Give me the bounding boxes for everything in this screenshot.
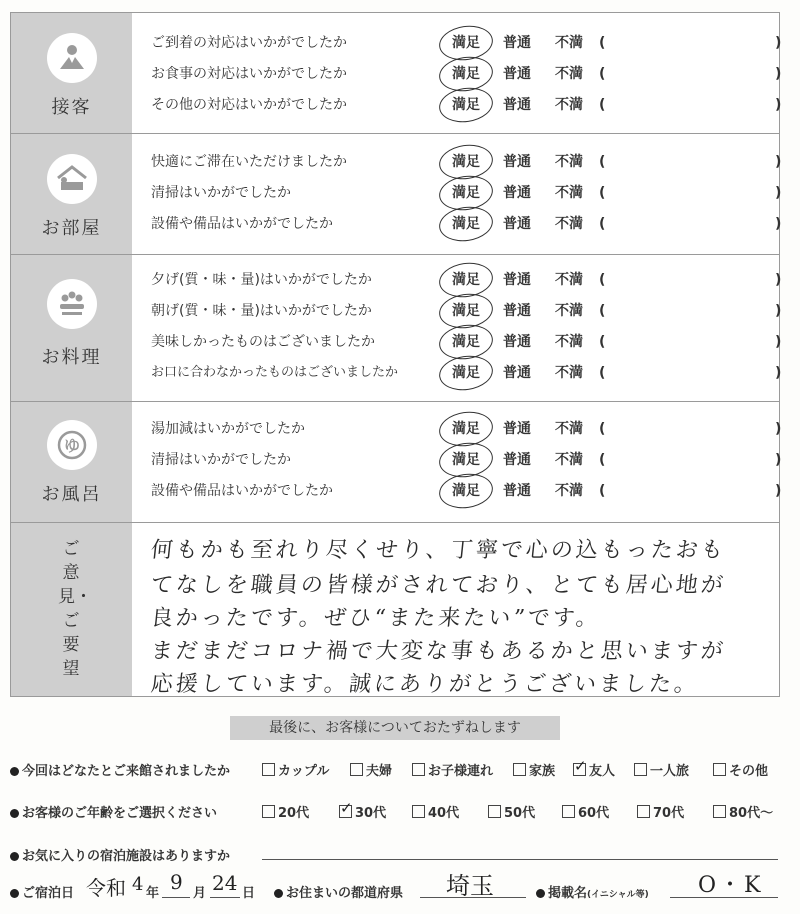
question-row xyxy=(151,447,781,473)
question-text: 湯加減はいかがでしたか xyxy=(151,421,305,437)
checkbox-icon[interactable] xyxy=(513,763,526,776)
section-header xyxy=(11,255,132,401)
publish-name-label xyxy=(536,882,649,901)
option-satisfied[interactable]: 満足 xyxy=(452,154,480,170)
choice-label: 友人 xyxy=(589,764,616,779)
question-text: その他の対応はいかがでしたか xyxy=(151,97,347,113)
stay-day-unit: 日 xyxy=(242,886,256,901)
section-label: お部屋 xyxy=(41,218,102,239)
option-satisfied[interactable]: 満足 xyxy=(452,66,480,82)
option-normal[interactable]: 普通 xyxy=(503,154,531,170)
option-normal[interactable]: 普通 xyxy=(503,185,531,201)
opinion-label: ご意見・ご要望 xyxy=(58,539,92,679)
option-satisfied[interactable]: 満足 xyxy=(452,365,480,381)
question-row xyxy=(151,478,781,504)
host-icon xyxy=(47,33,97,83)
residence-label xyxy=(274,882,403,901)
companion-question xyxy=(10,760,230,779)
stay-month-field[interactable] xyxy=(162,897,190,898)
question-row xyxy=(151,360,781,386)
option-satisfied[interactable]: 満足 xyxy=(452,334,480,350)
bullet-icon xyxy=(10,889,19,898)
comment-paren-open: ( xyxy=(599,97,606,113)
checkbox-icon[interactable] xyxy=(637,805,650,818)
comment-paren-close: ) xyxy=(775,452,782,468)
question-row xyxy=(151,211,781,237)
companion-choice[interactable] xyxy=(713,760,768,779)
option-satisfied[interactable]: 満足 xyxy=(452,452,480,468)
option-dissatisfied[interactable]: 不満 xyxy=(555,66,583,82)
checkbox-icon[interactable] xyxy=(634,763,647,776)
comment-paren-close: ) xyxy=(775,272,782,288)
opinion-header xyxy=(11,523,132,696)
question-text: 設備や備品はいかがでしたか xyxy=(151,483,333,499)
choice-label: 70代 xyxy=(653,806,685,821)
choice-label: 一人旅 xyxy=(650,764,690,779)
age-choice[interactable] xyxy=(713,802,773,821)
checkbox-checked-icon[interactable] xyxy=(573,763,586,776)
question-row xyxy=(151,416,781,442)
option-dissatisfied[interactable]: 不満 xyxy=(555,185,583,201)
section-header xyxy=(11,402,132,522)
stay-month: 9 xyxy=(170,870,183,894)
choice-label: 30代 xyxy=(355,806,387,821)
closing-banner: 最後に、お客様についておたずねします xyxy=(230,716,560,740)
comment-paren-close: ) xyxy=(775,35,782,51)
publish-name-sub: (イニシャル等) xyxy=(587,890,649,900)
choice-label: 40代 xyxy=(428,806,460,821)
checkbox-icon[interactable] xyxy=(713,763,726,776)
checkbox-checked-icon[interactable] xyxy=(339,805,352,818)
comment-paren-close: ) xyxy=(775,66,782,82)
option-satisfied[interactable]: 満足 xyxy=(452,483,480,499)
question-text: 夕げ(質・味・量)はいかがでしたか xyxy=(151,272,372,288)
age-choice[interactable] xyxy=(562,802,609,821)
section-service xyxy=(11,13,782,134)
question-text: お口に合わなかったものはございましたか xyxy=(151,365,399,380)
comment-paren-close: ) xyxy=(775,154,782,170)
option-dissatisfied[interactable]: 不満 xyxy=(555,97,583,113)
question-text: 清掃はいかがでしたか xyxy=(151,452,291,468)
companion-choice[interactable] xyxy=(350,760,392,779)
section-label: お風呂 xyxy=(41,484,102,505)
comment-paren-open: ( xyxy=(599,216,606,232)
comment-paren-open: ( xyxy=(599,66,606,82)
question-row xyxy=(151,61,781,87)
age-choice[interactable] xyxy=(262,802,309,821)
comment-paren-open: ( xyxy=(599,452,606,468)
opinion-line: まだまだコロナ禍で大変な事もあるかと思いますが xyxy=(149,639,728,664)
option-satisfied[interactable]: 満足 xyxy=(452,303,480,319)
section-label: お料理 xyxy=(41,347,102,368)
publish-name-value: O・K xyxy=(698,873,764,898)
stay-date-label-text: ご宿泊日 xyxy=(22,886,75,901)
comment-paren-close: ) xyxy=(775,97,782,113)
choice-label: 20代 xyxy=(278,806,310,821)
comment-paren-open: ( xyxy=(599,365,606,381)
stay-year: 4 xyxy=(132,874,144,895)
question-row xyxy=(151,298,781,324)
checkbox-icon[interactable] xyxy=(350,763,363,776)
comment-paren-close: ) xyxy=(775,334,782,350)
age-question xyxy=(10,802,217,821)
comment-paren-close: ) xyxy=(775,303,782,319)
question-row xyxy=(151,329,781,355)
checkbox-icon[interactable] xyxy=(262,763,275,776)
option-dissatisfied[interactable]: 不満 xyxy=(555,334,583,350)
option-dissatisfied[interactable]: 不満 xyxy=(555,452,583,468)
favorite-answer-field[interactable] xyxy=(262,843,778,860)
room-icon xyxy=(47,154,97,204)
question-text: 快適にご滞在いただけましたか xyxy=(151,154,347,170)
checkbox-icon[interactable] xyxy=(488,805,501,818)
choice-label: 60代 xyxy=(578,806,610,821)
option-dissatisfied[interactable]: 不満 xyxy=(555,216,583,232)
choice-label: その他 xyxy=(729,764,769,779)
choice-label: 80代〜 xyxy=(729,806,774,821)
checkbox-icon[interactable] xyxy=(412,805,425,818)
age-choice[interactable] xyxy=(637,802,684,821)
question-text: 清掃はいかがでしたか xyxy=(151,185,291,201)
question-row xyxy=(151,149,781,175)
stay-year-unit: 年 xyxy=(146,886,160,901)
opinion-line: 良かったです。ぜひ“また来たい”です。 xyxy=(149,606,603,631)
option-satisfied[interactable]: 満足 xyxy=(452,35,480,51)
question-text: 設備や備品はいかがでしたか xyxy=(151,216,333,232)
option-normal[interactable]: 普通 xyxy=(503,483,531,499)
stay-era: 令和 xyxy=(86,876,126,900)
option-normal[interactable]: 普通 xyxy=(503,365,531,381)
checkbox-icon[interactable] xyxy=(713,805,726,818)
choice-label: 50代 xyxy=(504,806,536,821)
option-satisfied[interactable]: 満足 xyxy=(452,272,480,288)
favorite-question-text: お気に入りの宿泊施設はありますか xyxy=(22,849,231,864)
bullet-icon xyxy=(10,809,19,818)
option-dissatisfied[interactable]: 不満 xyxy=(555,35,583,51)
question-row xyxy=(151,92,781,118)
svg-text:ゆ: ゆ xyxy=(63,436,81,455)
age-choice[interactable] xyxy=(488,802,535,821)
age-question-text: お客様のご年齢をご選択ください xyxy=(22,806,218,821)
age-choice[interactable] xyxy=(412,802,459,821)
companion-choice[interactable] xyxy=(573,760,615,779)
bullet-icon xyxy=(10,852,19,861)
checkbox-icon[interactable] xyxy=(562,805,575,818)
checkbox-icon[interactable] xyxy=(262,805,275,818)
comment-paren-close: ) xyxy=(775,216,782,232)
comment-paren-close: ) xyxy=(775,185,782,201)
comment-paren-open: ( xyxy=(599,185,606,201)
option-satisfied[interactable]: 満足 xyxy=(452,185,480,201)
comment-paren-open: ( xyxy=(599,154,606,170)
favorite-question xyxy=(10,845,230,864)
option-satisfied[interactable]: 満足 xyxy=(452,97,480,113)
cuisine-icon xyxy=(47,279,97,329)
option-normal[interactable]: 普通 xyxy=(503,334,531,350)
comment-paren-close: ) xyxy=(775,483,782,499)
question-row xyxy=(151,30,781,56)
comment-paren-close: ) xyxy=(775,365,782,381)
option-dissatisfied[interactable]: 不満 xyxy=(555,365,583,381)
bullet-icon xyxy=(10,767,19,776)
section-room xyxy=(11,134,782,255)
section-header xyxy=(11,13,132,133)
companion-choice[interactable] xyxy=(412,760,493,779)
option-normal[interactable]: 普通 xyxy=(503,303,531,319)
bullet-icon xyxy=(536,889,545,898)
checkbox-icon[interactable] xyxy=(412,763,425,776)
companion-choice[interactable] xyxy=(513,760,555,779)
comment-paren-open: ( xyxy=(599,272,606,288)
option-normal[interactable]: 普通 xyxy=(503,421,531,437)
option-normal[interactable]: 普通 xyxy=(503,216,531,232)
section-cuisine xyxy=(11,255,782,402)
opinion-line: 何もかも至れり尽くせり、丁寧で心の込もったおも xyxy=(149,538,728,563)
stay-day: 24 xyxy=(212,871,238,895)
residence-label-text: お住まいの都道府県 xyxy=(286,886,404,901)
question-text: 美味しかったものはございましたか xyxy=(151,334,375,350)
residence-value: 埼玉 xyxy=(446,872,494,900)
question-row xyxy=(151,267,781,293)
comment-paren-close: ) xyxy=(775,421,782,437)
comment-paren-open: ( xyxy=(599,421,606,437)
option-normal[interactable]: 普通 xyxy=(503,97,531,113)
section-header xyxy=(11,134,132,254)
question-text: お食事の対応はいかがでしたか xyxy=(151,66,347,82)
option-normal[interactable]: 普通 xyxy=(503,272,531,288)
option-normal[interactable]: 普通 xyxy=(503,35,531,51)
comment-paren-open: ( xyxy=(599,35,606,51)
comment-paren-open: ( xyxy=(599,303,606,319)
choice-label: カップル xyxy=(278,764,330,779)
option-dissatisfied[interactable]: 不満 xyxy=(555,154,583,170)
companion-choice[interactable] xyxy=(634,760,689,779)
publish-name-label-text: 掲載名 xyxy=(548,886,588,901)
option-dissatisfied[interactable]: 不満 xyxy=(555,421,583,437)
stay-month-unit: 月 xyxy=(193,886,207,901)
companion-choice[interactable] xyxy=(262,760,329,779)
question-row xyxy=(151,180,781,206)
option-dissatisfied[interactable]: 不満 xyxy=(555,272,583,288)
age-choice[interactable] xyxy=(339,802,386,821)
bath-yu-icon xyxy=(47,420,97,470)
section-bath xyxy=(11,402,782,523)
option-dissatisfied[interactable]: 不満 xyxy=(555,303,583,319)
question-text: 朝げ(質・味・量)はいかがでしたか xyxy=(151,303,372,319)
option-normal[interactable]: 普通 xyxy=(503,66,531,82)
comment-paren-open: ( xyxy=(599,334,606,350)
option-normal[interactable]: 普通 xyxy=(503,452,531,468)
stay-day-field[interactable] xyxy=(210,897,240,898)
choice-label: お子様連れ xyxy=(428,764,494,779)
comment-paren-open: ( xyxy=(599,483,606,499)
option-satisfied[interactable]: 満足 xyxy=(452,216,480,232)
opinion-line: てなしを職員の皆様がされており、とても居心地が xyxy=(149,573,728,598)
section-label: 接客 xyxy=(51,97,92,118)
option-satisfied[interactable]: 満足 xyxy=(452,421,480,437)
companion-question-text: 今回はどなたとご来館されましたか xyxy=(22,764,231,779)
survey-sheet xyxy=(10,12,780,697)
question-text: ご到着の対応はいかがでしたか xyxy=(151,35,347,51)
opinion-line: 応援しています。誠にありがとうございました。 xyxy=(149,672,701,697)
choice-label: 家族 xyxy=(529,764,556,779)
stay-date-label xyxy=(10,882,74,901)
choice-label: 夫婦 xyxy=(366,764,393,779)
bullet-icon xyxy=(274,889,283,898)
option-dissatisfied[interactable]: 不満 xyxy=(555,483,583,499)
